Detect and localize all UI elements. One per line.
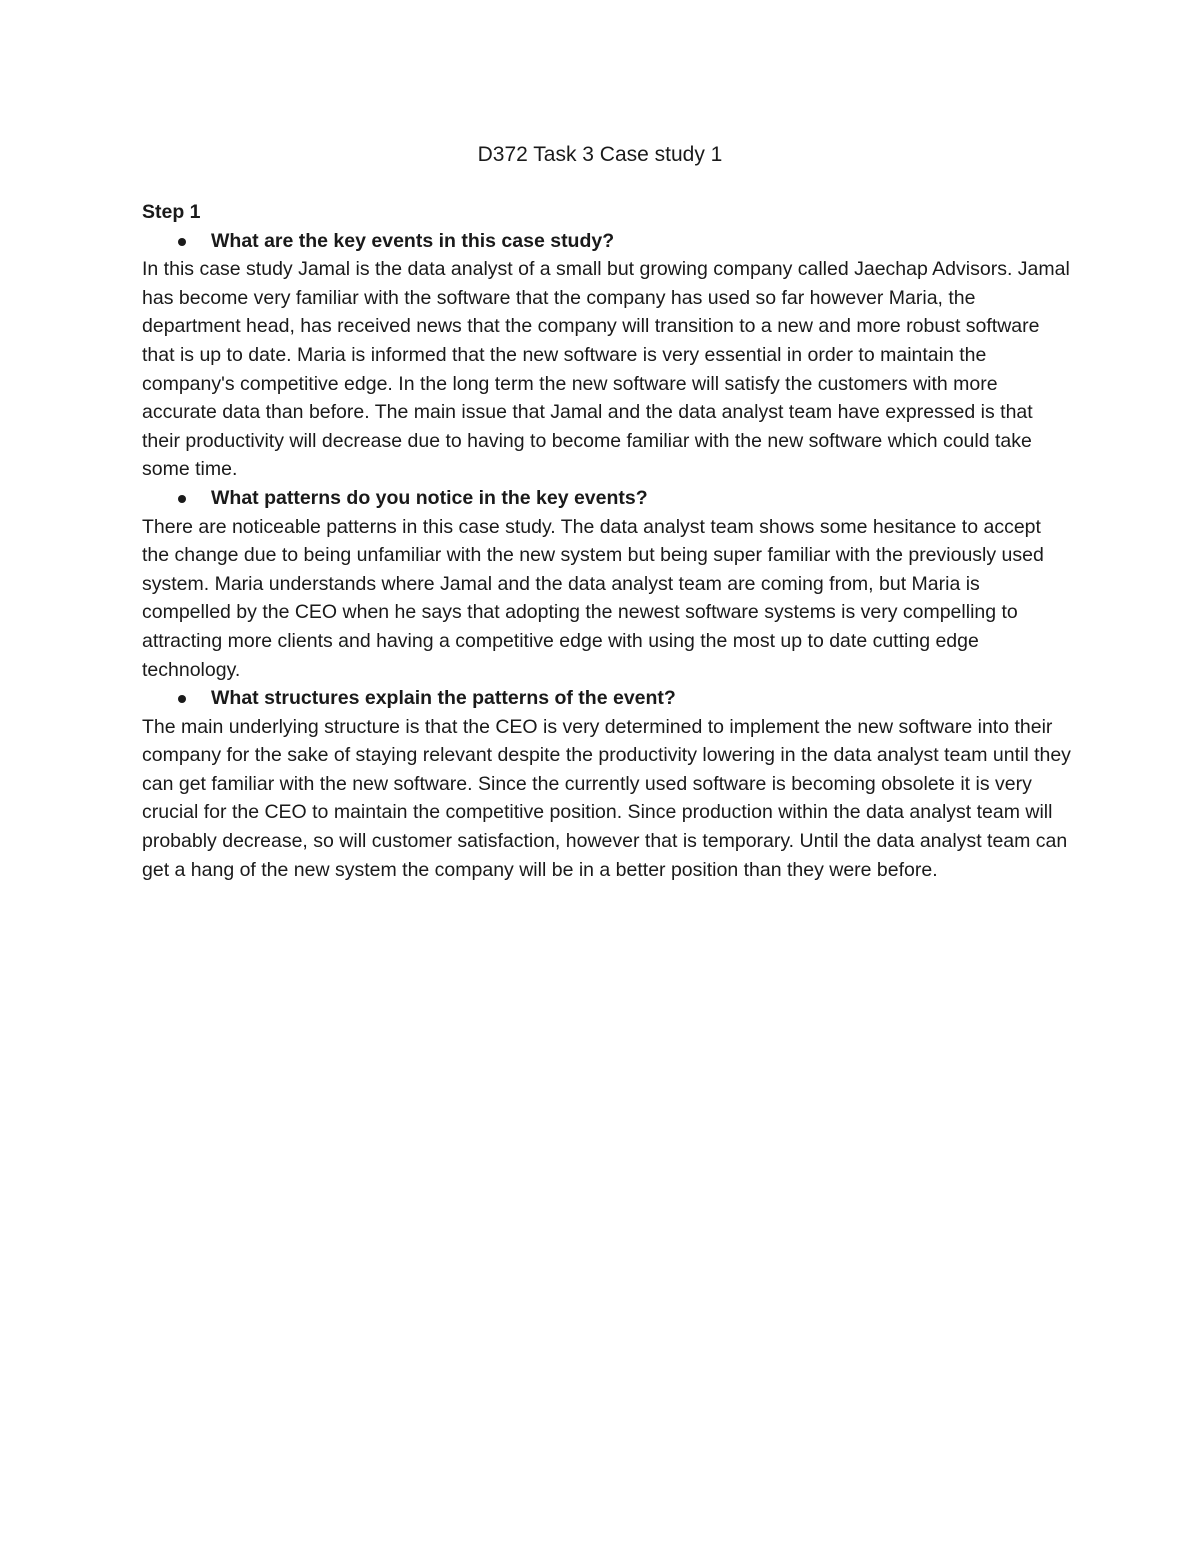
question-text: What are the key events in this case study? (211, 229, 615, 252)
answer-structures: The main underlying structure is that the CEO is very determined to implement the new software into their company for the sake of staying relevant despite the productivity lowering in the data analyst team until they can get familiar with the new software. Since the currently used software is becoming obsolete it is very crucial for the CEO to maintain the competitive position. Since production within the data analyst team will probably decrease, so will customer satisfaction, however that is temporary. Until the data analyst team can get a hang of the new system the company will be in a better position than they were before. (142, 715, 1071, 881)
answer-patterns: There are noticeable patterns in this case study. The data analyst team shows some hesitance to accept the change due to being unfamiliar with the new system but being super familiar with the previously used system. Maria understands where Jamal and the data analyst team are coming from, but Maria is compelled by the CEO when he says that adopting the newest software systems is very compelling to attracting more clients and having a competitive edge with using the most up to date cutting edge technology. (142, 515, 1044, 681)
question-text: What patterns do you notice in the key events? (211, 486, 648, 509)
bullet-icon (178, 695, 186, 703)
question-text: What structures explain the patterns of the event? (211, 687, 676, 710)
document-title: D372 Task 3 Case study 1 (477, 143, 723, 166)
step-heading: Step 1 (142, 201, 201, 223)
question-structures (142, 684, 1072, 713)
bullet-icon (178, 495, 186, 503)
bullet-icon (178, 238, 186, 246)
answer-key-events: In this case study Jamal is the data analyst of a small but growing company called Jaechap Advisors. Jamal has become very familiar with the software that the company has used so far however Maria, the department head, has received news that the company will transition to a new and more robust software that is up to date. Maria is informed that the new software is very essential in order to maintain the company's competitive edge. In the long term the new software will satisfy the customers with more accurate data than before. The main issue that Jamal and the data analyst team have expressed is that their productivity will decrease due to having to become familiar with the new software which could take some time. (142, 258, 1070, 481)
question-key-events (142, 227, 1072, 256)
document-body (142, 198, 1072, 884)
question-patterns (142, 484, 1072, 513)
